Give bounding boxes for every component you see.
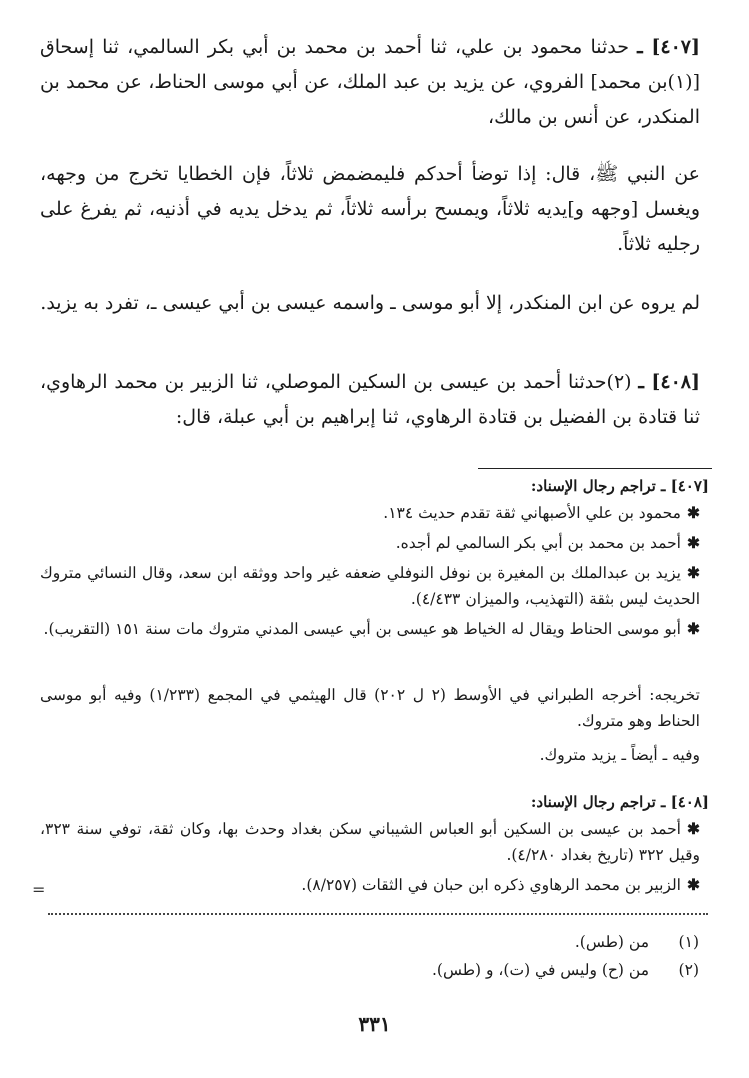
bullet-star-icon: ✱ bbox=[687, 875, 700, 894]
footnote-408-heading: [٤٠٨] ـ تراجم رجال الإسناد: bbox=[530, 793, 709, 811]
hadith-408-isnad bbox=[40, 365, 700, 435]
footnote-407-item: ✱محمود بن علي الأصبهاني ثقة تقدم حديث ١٣٤. bbox=[383, 503, 700, 522]
footnote-408-item: ✱أحمد بن عيسى بن السكين أبو العباس الشيباني سكن بغداد وحدث بها، وكان ثقة، توفي سنة ٣٢٣، وقيل ٣٢٢ (تاريخ بغداد ٤/٢٨٠). bbox=[40, 819, 700, 864]
takhrij-407-extra: وفيه ـ أيضاً ـ يزيد متروك. bbox=[539, 746, 700, 764]
hadith-408-text: (٢)حدثنا أحمد بن عيسى بن السكين الموصلي، ثنا الزبير بن محمد الرهاوي، ثنا قتادة بن الفضيل بن قتادة الرهاوي، ثنا إبراهيم بن أبي عبلة، قال: bbox=[40, 371, 700, 428]
bullet-star-icon: ✱ bbox=[687, 563, 700, 582]
bullet-star-icon: ✱ bbox=[687, 533, 700, 552]
takhrij-407: تخريجه: أخرجه الطبراني في الأوسط (٢ ل ٢٠٢) قال الهيثمي في المجمع (١/٢٣٣) وفيه أبو موسى الحناط وهو متروك. bbox=[40, 686, 700, 730]
hadith-407-isnad bbox=[40, 30, 700, 135]
footnote-separator bbox=[478, 468, 712, 469]
hadith-408-label: [٤٠٨] ـ bbox=[638, 371, 701, 393]
bullet-star-icon: ✱ bbox=[687, 619, 700, 638]
footnote-407-item: ✱أحمد بن محمد بن أبي بكر السالمي لم أجده. bbox=[395, 533, 700, 552]
note-item: (٢)من (ح) وليس في (ت)، و (طس). bbox=[431, 961, 699, 979]
note-item: (١)من (طس). bbox=[574, 933, 699, 951]
footnote-407-item: ✱أبو موسى الحناط ويقال له الخياط هو عيسى بن أبي عيسى المدني متروك مات سنة ١٥١ (التقريب). bbox=[43, 619, 700, 638]
bullet-star-icon: ✱ bbox=[687, 503, 700, 522]
margin-mark: = bbox=[32, 880, 46, 899]
hadith-407-note: لم يروه عن ابن المنكدر، إلا أبو موسى ـ واسمه عيسى بن أبي عيسى ـ، تفرد به يزيد. bbox=[40, 292, 700, 314]
bullet-star-icon: ✱ bbox=[687, 819, 700, 838]
hadith-407-label: [٤٠٧] ـ bbox=[637, 36, 701, 58]
hadith-407-text: حدثنا محمود بن علي، ثنا أحمد بن محمد بن أبي بكر السالمي، ثنا إسحاق [(١)بن محمد] الفروي، عن يزيد بن عبد الملك، عن أبي موسى الحناط، عن محمد بن المنكدر، عن أنس بن مالك، bbox=[40, 36, 700, 128]
page-number: ٣٣١ bbox=[358, 1012, 391, 1036]
footnote-408-item: ✱الزبير بن محمد الرهاوي ذكره ابن حبان في الثقات (٨/٢٥٧). bbox=[301, 875, 700, 894]
hadith-407-matn: عن النبي ﷺ، قال: إذا توضأ أحدكم فليمضمض ثلاثاً، فإن الخطايا تخرج من وجهه، ويغسل [وجهه و]يديه ثلاثاً، ويمسح برأسه ثلاثاً، ثم يدخل يديه في أذنيه، ثم يفرغ على رجليه ثلاثاً. bbox=[40, 163, 700, 255]
footnote-407-heading: [٤٠٧] ـ تراجم رجال الإسناد: bbox=[530, 477, 709, 495]
footnote-407-item: ✱يزيد بن عبدالملك بن المغيرة بن نوفل النوفلي ضعفه غير واحد ووثقه ابن سعد، وقال النسائي متروك الحديث ليس بثقة (التهذيب، والميزان ٤/٤٣٣). bbox=[40, 563, 700, 608]
notes-separator bbox=[48, 913, 708, 915]
